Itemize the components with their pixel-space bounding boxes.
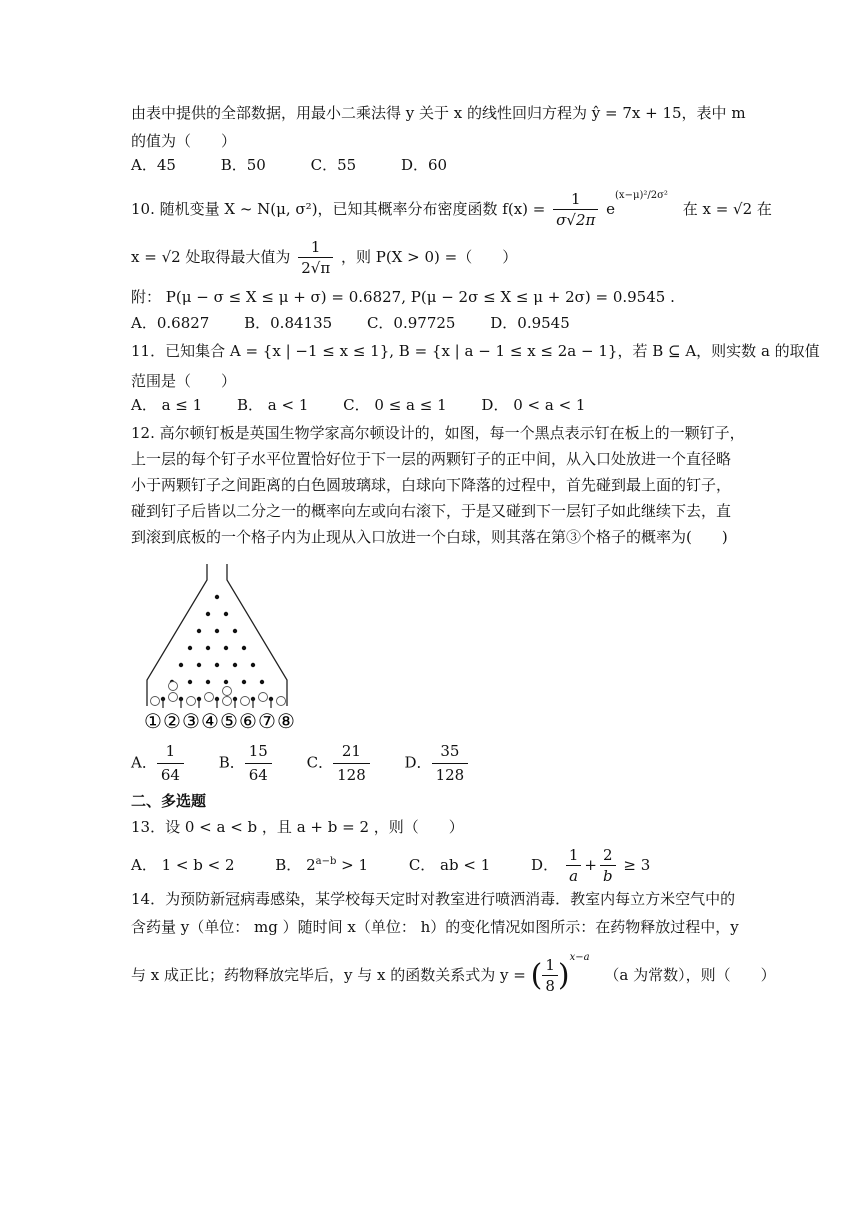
q10-exp: e (606, 200, 616, 218)
q10-line2 (131, 240, 517, 276)
white-ball (277, 697, 286, 706)
q10-exp-sup: (x−μ)²/2σ² (615, 190, 668, 201)
q10-line1 (131, 192, 772, 228)
q9-option-d: D．60 (400, 156, 448, 174)
q11-option-a: A． a ≤ 1 (131, 396, 203, 414)
section-title-multiple-choice: 二、多选题 (131, 792, 207, 810)
peg (215, 629, 219, 633)
peg (206, 612, 210, 616)
q10-option-b: B．0.84135 (244, 314, 333, 332)
q12-option-a-den: 64 (160, 766, 180, 784)
q12-option-b (219, 744, 272, 783)
peg (215, 663, 219, 667)
q9-text-line2: 的值为（ ） (131, 132, 237, 150)
q9-text-line1: 由表中提供的全部数据，用最小二乘法得 y 关于 x 的线性回归方程为 ŷ = 7x + 15，表中 m (131, 104, 746, 122)
peg (224, 646, 228, 650)
q12-line3: 小于两颗钉子之间距离的白色圆玻璃球，白球向下降落的过程中，首先碰到最上面的钉子， (131, 476, 732, 494)
q13-option-b-exponent: a−b (315, 856, 337, 867)
q10-option-d: D．0.9545 (490, 314, 570, 332)
q12-option-b-fraction (245, 744, 272, 783)
q12-option-c-num: 21 (333, 744, 370, 764)
q11-option-d: D． 0 < a < 1 (481, 396, 586, 414)
q12-line4: 碰到钉子后皆以二分之一的概率向左或向右滚下，于是又碰到下一层钉子如此继续下去，直 (131, 502, 732, 520)
q11-options (131, 398, 609, 413)
white-ball (187, 697, 196, 706)
peg (179, 663, 183, 667)
q13-option-d-post: ≥ 3 (623, 856, 651, 874)
q12-option-c-label: C． (306, 753, 334, 772)
q10-frac2-num: 1 (298, 240, 333, 258)
q13-options (131, 848, 674, 884)
white-ball (205, 693, 214, 702)
q13-frac1-num: 1 (566, 848, 582, 866)
q10-line2-post: ，则 P(X > 0) =（ ） (340, 248, 518, 266)
slot-label: ④ (201, 709, 219, 733)
q12-option-a-num: 1 (157, 744, 184, 764)
q14-right-paren: ) (557, 958, 570, 993)
slot-label: ⑤ (220, 709, 238, 733)
q13-plus: + (584, 856, 597, 874)
slot-labels (144, 709, 295, 733)
q12-options (131, 744, 492, 783)
q12-line2: 上一层的每个钉子水平位置恰好位于下一层的两颗钉子的正中间，从入口处放进一个直径略 (131, 450, 732, 468)
slot-label: ⑧ (277, 709, 295, 733)
peg (206, 680, 210, 684)
peg (233, 663, 237, 667)
q10-frac-num: 1 (553, 192, 598, 210)
slot-label: ② (163, 709, 181, 733)
white-ball (259, 693, 268, 702)
q14-frac-num: 1 (542, 958, 558, 976)
q10-frac2-den: 2√π (301, 259, 331, 277)
q12-option-a-label: A． (131, 753, 157, 772)
q10-intro: 10. 随机变量 X ~ N(μ, σ²)，已知其概率分布密度函数 f(x) = (131, 200, 546, 218)
peg (206, 646, 210, 650)
q12-option-d-num: 35 (432, 744, 469, 764)
q13-line1: 13．设 0 < a < b ，且 a + b = 2 ，则（ ） (131, 818, 464, 836)
q12-option-d (405, 744, 469, 783)
q14-line3-post: （a 为常数），则（ ） (604, 966, 776, 984)
q14-line2: 含药量 y（单位： mg ）随时间 x（单位： h）的变化情况如图所示：在药物释放过程中，y (131, 918, 739, 936)
q10-option-a: A．0.6827 (131, 314, 210, 332)
q12-line5: 到滚到底板的一个格子内为止现从入口放进一个白球，则其落在第③个格子的概率为( ) (131, 528, 728, 546)
peg (224, 680, 228, 684)
q12-option-d-den: 128 (435, 766, 465, 784)
q13-option-d-frac2 (600, 848, 616, 884)
peg (197, 629, 201, 633)
q14-line1: 14．为预防新冠病毒感染，某学校每天定时对教室进行喷洒消毒．教室内每立方米空气中的 (131, 890, 736, 908)
peg (251, 663, 255, 667)
q12-option-c-den: 128 (337, 766, 366, 784)
peg (224, 612, 228, 616)
q13-option-d-label: D． (531, 856, 559, 874)
q13-option-b-post: > 1 (336, 856, 369, 874)
q10-appendix: 附： P(μ − σ ≤ X ≤ μ + σ) = 0.6827, P(μ − 2σ ≤ X ≤ μ + 2σ) = 0.9545 . (131, 288, 675, 306)
q13-option-c: C． ab < 1 (408, 856, 491, 874)
q13-option-d-frac1 (566, 848, 582, 884)
peg (215, 595, 219, 599)
q11-line2: 范围是（ ） (131, 372, 237, 390)
q14-fraction (542, 958, 558, 994)
peg-group (170, 595, 264, 684)
q9-option-a: A．45 (131, 156, 176, 174)
q10-options (131, 316, 594, 331)
white-ball (241, 697, 250, 706)
q9-option-b: B．50 (220, 156, 266, 174)
q13-frac1-den: a (569, 867, 579, 885)
q14-line3-pre: 与 x 成正比；药物释放完毕后，y 与 x 的函数关系式为 y = (131, 966, 526, 984)
q9-option-c: C．55 (310, 156, 357, 174)
q13-option-b (275, 857, 368, 873)
q14-line3 (131, 952, 776, 995)
q12-option-a-fraction (157, 744, 184, 783)
q13-frac2-num: 2 (600, 848, 616, 866)
q12-option-a (131, 744, 184, 783)
q10-option-c: C．0.97725 (366, 314, 456, 332)
q12-option-b-num: 15 (245, 744, 272, 764)
galton-board-figure (135, 560, 305, 738)
q10-max-fraction (298, 240, 333, 276)
q13-option-d (531, 848, 650, 884)
q10-frac-den: σ√2π (556, 211, 596, 229)
q12-option-c (307, 744, 370, 783)
q14-exponent: x−a (569, 952, 590, 963)
peg (188, 646, 192, 650)
q12-option-b-den: 64 (248, 766, 268, 784)
q11-option-b: B． a < 1 (236, 396, 309, 414)
peg (233, 629, 237, 633)
q13-option-b-base: B． 2 (275, 856, 316, 874)
white-balls (151, 682, 286, 706)
white-ball (151, 697, 160, 706)
q11-option-c: C． 0 ≤ a ≤ 1 (343, 396, 447, 414)
slot-label: ⑥ (239, 709, 257, 733)
slot-label: ③ (182, 709, 200, 733)
white-ball (223, 697, 232, 706)
white-ball (169, 682, 178, 691)
peg (260, 680, 264, 684)
slot-label: ① (144, 709, 162, 733)
slot-label: ⑦ (258, 709, 276, 733)
q12-option-c-fraction (333, 744, 370, 783)
q12-option-d-fraction (432, 744, 469, 783)
peg (242, 646, 246, 650)
q13-option-a: A． 1 < b < 2 (131, 856, 235, 874)
white-ball (223, 687, 232, 696)
q9-options (131, 158, 471, 173)
q11-line1: 11．已知集合 A = {x | −1 ≤ x ≤ 1}, B = {x | a − 1 ≤ x ≤ 2a − 1}，若 B ⊆ A，则实数 a 的取值 (131, 342, 820, 360)
q12-line1: 12. 高尔顿钉板是英国生物学家高尔顿设计的，如图，每一个黑点表示钉在板上的一颗钉子， (131, 424, 745, 442)
q14-frac-den: 8 (545, 977, 555, 995)
q12-option-b-label: B． (218, 753, 245, 772)
q10-density-fraction (553, 192, 598, 228)
q13-frac2-den: b (602, 867, 613, 885)
white-ball (169, 693, 178, 702)
q10-line1-post: 在 x = √2 在 (682, 200, 772, 218)
peg (188, 680, 192, 684)
q14-left-paren: ( (530, 958, 543, 993)
peg (242, 680, 246, 684)
q10-line2-pre: x = √2 处取得最大值为 (131, 248, 291, 266)
peg (197, 663, 201, 667)
q12-option-d-label: D． (404, 753, 432, 772)
